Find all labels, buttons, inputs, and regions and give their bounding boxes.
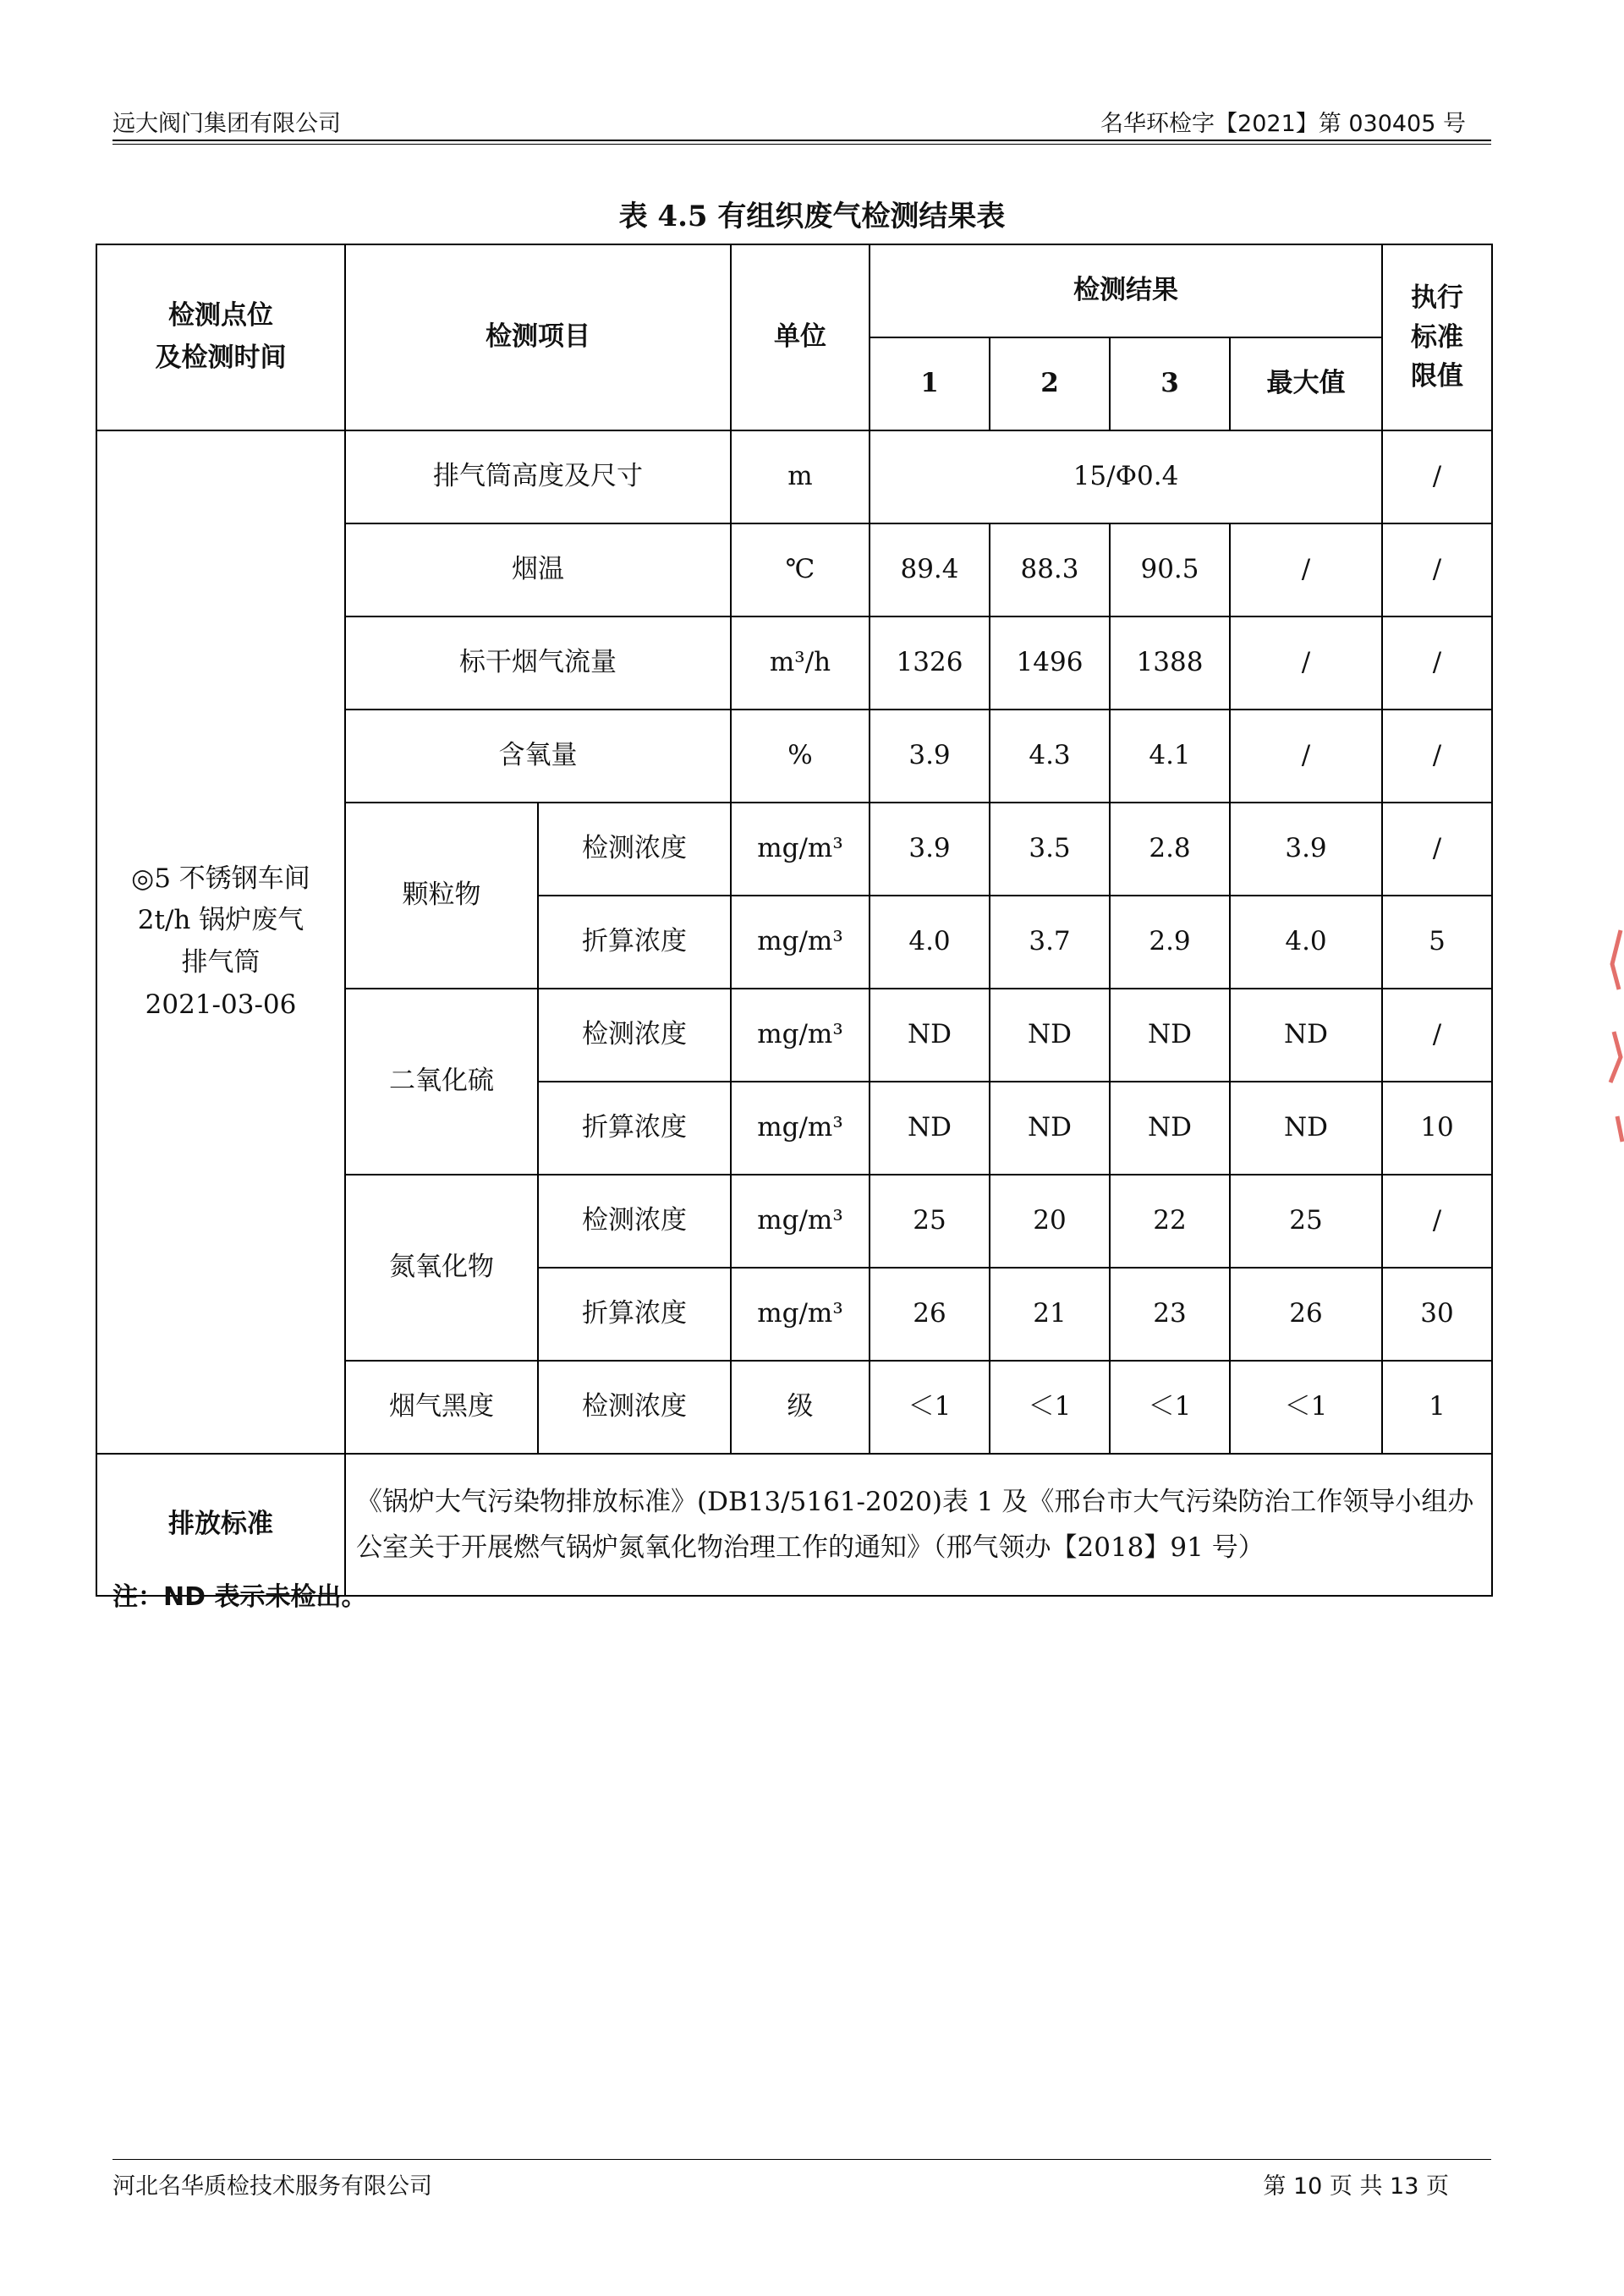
temp-1: 89.4	[870, 523, 990, 616]
value-stack: 15/Φ0.4	[870, 430, 1382, 523]
nox-measured-limit: /	[1382, 1175, 1492, 1268]
unit-flow: m³/h	[731, 616, 870, 710]
header-location: 检测点位 及检测时间	[96, 244, 345, 430]
pm-converted-1: 4.0	[870, 896, 990, 989]
oxygen-limit: /	[1382, 710, 1492, 803]
pm-measured-unit: mg/m³	[731, 803, 870, 896]
flow-limit: /	[1382, 616, 1492, 710]
nox-measured-3: 22	[1110, 1175, 1230, 1268]
pm-measured-limit: /	[1382, 803, 1492, 896]
so2-converted-unit: mg/m³	[731, 1082, 870, 1175]
so2-measured-unit: mg/m³	[731, 989, 870, 1082]
temp-limit: /	[1382, 523, 1492, 616]
item-stack: 排气筒高度及尺寸	[345, 430, 731, 523]
nox-measured-2: 20	[990, 1175, 1110, 1268]
temp-3: 90.5	[1110, 523, 1230, 616]
unit-temp: ℃	[731, 523, 870, 616]
header-limit: 执行 标准 限值	[1382, 244, 1492, 430]
nox-converted-limit: 30	[1382, 1268, 1492, 1361]
flow-3: 1388	[1110, 616, 1230, 710]
temp-2: 88.3	[990, 523, 1110, 616]
so2-converted-2: ND	[990, 1082, 1110, 1175]
item-pm: 颗粒物	[345, 803, 538, 989]
pm-converted-unit: mg/m³	[731, 896, 870, 989]
item-smoke: 烟气黑度	[345, 1361, 538, 1454]
pm-measured-label: 检测浓度	[538, 803, 731, 896]
so2-measured-3: ND	[1110, 989, 1230, 1082]
so2-measured-max: ND	[1230, 989, 1382, 1082]
nox-converted-2: 21	[990, 1268, 1110, 1361]
nox-converted-label: 折算浓度	[538, 1268, 731, 1361]
oxygen-1: 3.9	[870, 710, 990, 803]
page-footer	[112, 2167, 1449, 2200]
limit-stack: /	[1382, 430, 1492, 523]
table-note: 注：ND 表示未检出。	[112, 1582, 367, 1612]
nox-converted-unit: mg/m³	[731, 1268, 870, 1361]
nox-converted-1: 26	[870, 1268, 990, 1361]
unit-oxygen: %	[731, 710, 870, 803]
pm-measured-2: 3.5	[990, 803, 1110, 896]
so2-measured-label: 检测浓度	[538, 989, 731, 1082]
header-report-number: 名华环检字【2021】第 030405 号	[1100, 111, 1466, 137]
flow-2: 1496	[990, 616, 1110, 710]
item-oxygen: 含氧量	[345, 710, 731, 803]
pm-converted-2: 3.7	[990, 896, 1110, 989]
flow-max: /	[1230, 616, 1382, 710]
pm-converted-max: 4.0	[1230, 896, 1382, 989]
item-flow: 标干烟气流量	[345, 616, 731, 710]
smoke-unit: 级	[731, 1361, 870, 1454]
location-cell: ◎5 不锈钢车间 2t/h 锅炉废气 排气筒 2021-03-06	[96, 430, 345, 1454]
item-nox: 氮氧化物	[345, 1175, 538, 1361]
smoke-2: ＜1	[990, 1361, 1110, 1454]
so2-measured-limit: /	[1382, 989, 1492, 1082]
header-item: 检测项目	[345, 244, 731, 430]
results-table	[96, 244, 1493, 1597]
standard-label: 排放标准	[96, 1454, 345, 1596]
flow-1: 1326	[870, 616, 990, 710]
smoke-max: ＜1	[1230, 1361, 1382, 1454]
smoke-limit: 1	[1382, 1361, 1492, 1454]
oxygen-max: /	[1230, 710, 1382, 803]
standard-text: 《锅炉大气污染物排放标准》(DB13/5161-2020)表 1 及《邢台市大气污染防治工作领导小组办公室关于开展燃气锅炉氮氧化物治理工作的通知》（邢气领办【2018】91 号）	[345, 1454, 1492, 1596]
pm-converted-label: 折算浓度	[538, 896, 731, 989]
header-company: 远大阀门集团有限公司	[112, 111, 341, 137]
pm-measured-1: 3.9	[870, 803, 990, 896]
header-result-3: 3	[1110, 337, 1230, 430]
smoke-1: ＜1	[870, 1361, 990, 1454]
so2-measured-1: ND	[870, 989, 990, 1082]
footer-page-number: 第 10 页 共 13 页	[1263, 2173, 1449, 2200]
header-result-2: 2	[990, 337, 1110, 430]
so2-converted-limit: 10	[1382, 1082, 1492, 1175]
item-so2: 二氧化硫	[345, 989, 538, 1175]
pm-converted-3: 2.9	[1110, 896, 1230, 989]
so2-converted-max: ND	[1230, 1082, 1382, 1175]
so2-converted-3: ND	[1110, 1082, 1230, 1175]
unit-stack: m	[731, 430, 870, 523]
footer-rule	[112, 2159, 1491, 2160]
smoke-label: 检测浓度	[538, 1361, 731, 1454]
so2-converted-1: ND	[870, 1082, 990, 1175]
header-result-1: 1	[870, 337, 990, 430]
footer-company: 河北名华质检技术服务有限公司	[112, 2173, 432, 2200]
pm-converted-limit: 5	[1382, 896, 1492, 989]
nox-converted-3: 23	[1110, 1268, 1230, 1361]
stamp-edge-icon	[1605, 913, 1624, 1167]
header-unit: 单位	[731, 244, 870, 430]
table-title: 表 4.5 有组织废气检测结果表	[618, 200, 1006, 233]
oxygen-2: 4.3	[990, 710, 1110, 803]
nox-measured-1: 25	[870, 1175, 990, 1268]
smoke-3: ＜1	[1110, 1361, 1230, 1454]
pm-measured-3: 2.8	[1110, 803, 1230, 896]
pm-measured-max: 3.9	[1230, 803, 1382, 896]
page-header	[112, 105, 1466, 139]
oxygen-3: 4.1	[1110, 710, 1230, 803]
header-rule	[112, 140, 1491, 145]
nox-measured-unit: mg/m³	[731, 1175, 870, 1268]
nox-measured-max: 25	[1230, 1175, 1382, 1268]
temp-max: /	[1230, 523, 1382, 616]
item-temp: 烟温	[345, 523, 731, 616]
nox-converted-max: 26	[1230, 1268, 1382, 1361]
nox-measured-label: 检测浓度	[538, 1175, 731, 1268]
header-max: 最大值	[1230, 337, 1382, 430]
header-results: 检测结果	[870, 244, 1382, 337]
so2-measured-2: ND	[990, 989, 1110, 1082]
so2-converted-label: 折算浓度	[538, 1082, 731, 1175]
